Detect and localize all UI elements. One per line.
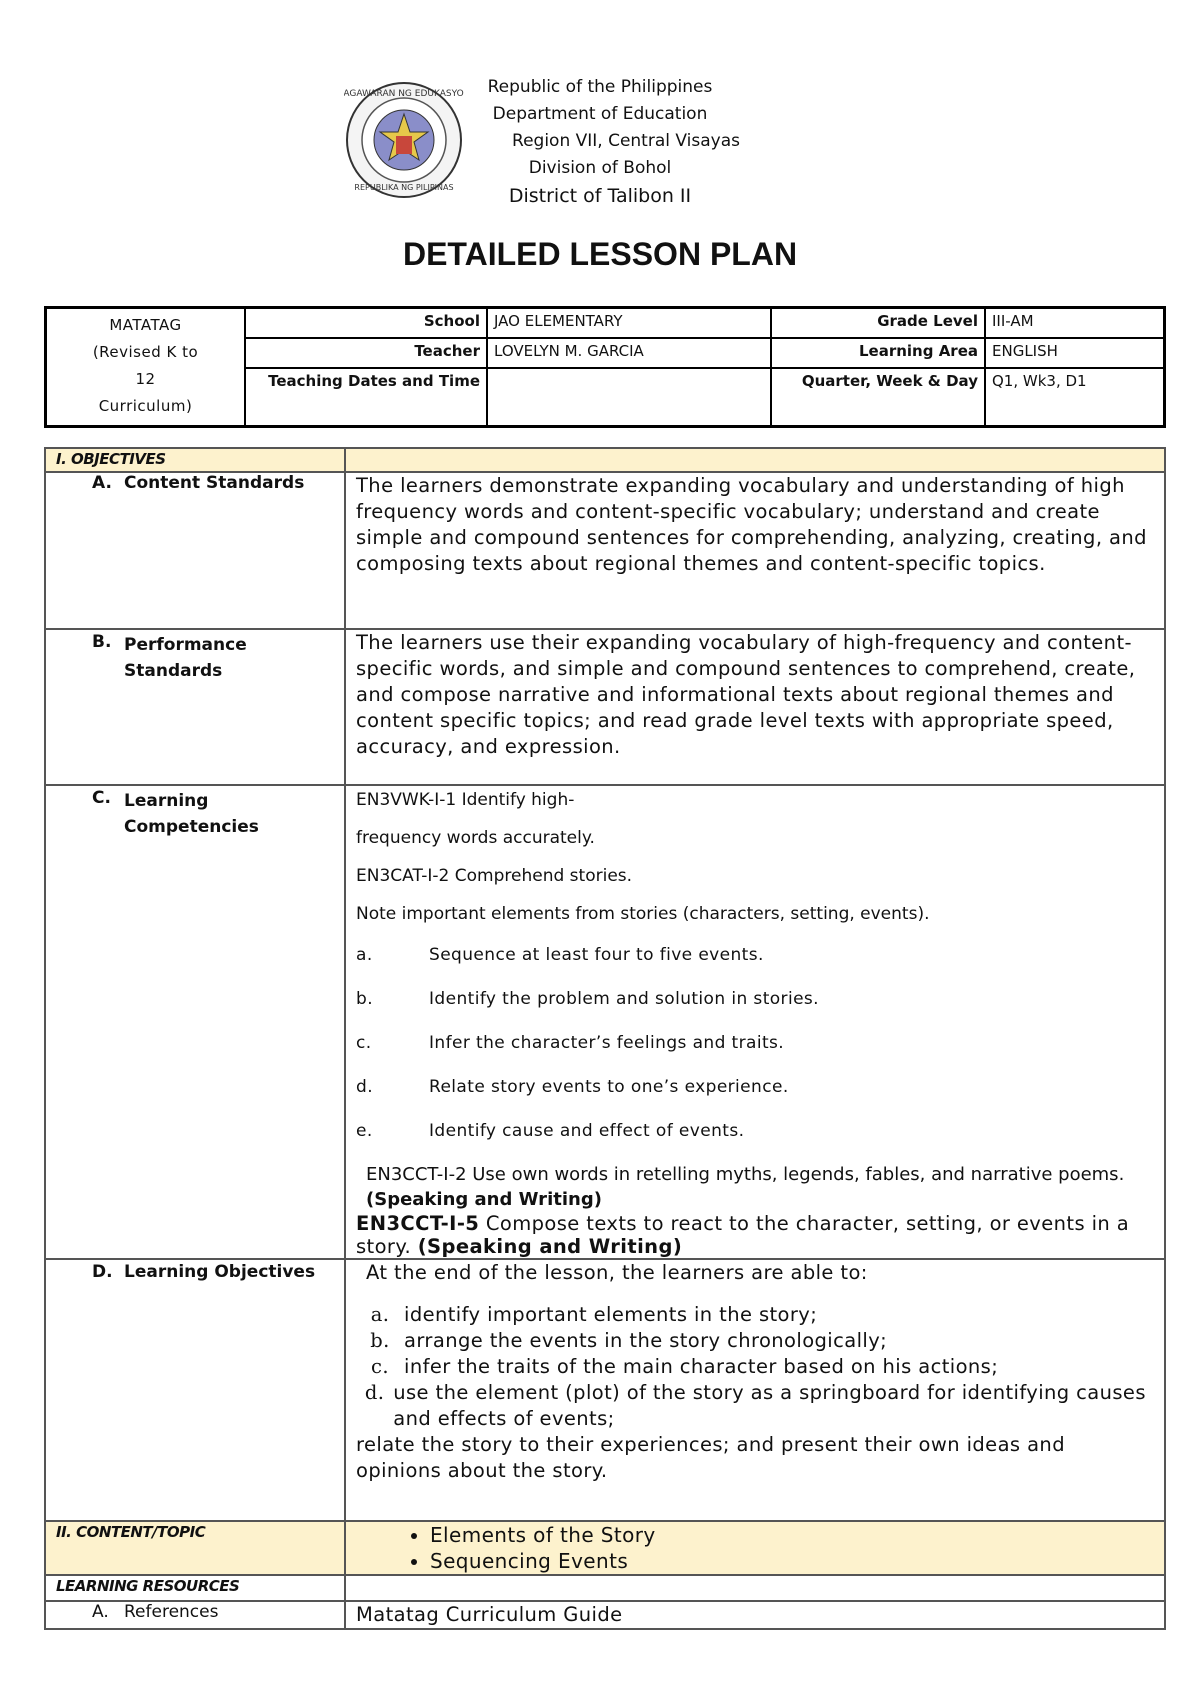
- svg-text:REPUBLIKA NG PILIPINAS: REPUBLIKA NG PILIPINAS: [354, 183, 454, 192]
- learning-objectives-label: Learning Objectives: [124, 1262, 316, 1282]
- curriculum-line: (Revised K to: [92, 343, 199, 361]
- teaching-dates-value: [487, 368, 771, 427]
- competency-cct5: [356, 1212, 1154, 1258]
- item-text: Infer the character’s feelings and traits.: [429, 1033, 785, 1053]
- grade-level-value: III-AM: [985, 308, 1165, 339]
- competency-line: EN3CAT-I-2 Comprehend stories.: [356, 866, 633, 886]
- header-division: Division of Bohol: [528, 158, 672, 178]
- row-letter: B.: [92, 632, 112, 652]
- content-topic-section-title: II. CONTENT/TOPIC: [56, 1523, 206, 1541]
- objectives-intro: At the end of the lesson, the learners are able to:: [366, 1261, 868, 1284]
- header-region: Region VII, Central Visayas: [512, 131, 740, 151]
- item-text: Sequence at least four to five events.: [429, 945, 764, 965]
- performance-standards-row: [45, 629, 1165, 785]
- content-topic-row: [45, 1521, 1165, 1575]
- learning-resources-row: [45, 1575, 1165, 1601]
- topic-item: • Sequencing Events: [430, 1548, 1154, 1574]
- learning-objectives-cell: [345, 1259, 1165, 1521]
- curriculum-cell: [46, 308, 246, 427]
- item-letter: c.: [371, 1355, 389, 1378]
- teacher-label: Teacher: [245, 338, 487, 368]
- competency-item: [356, 942, 1154, 968]
- item-text: identify important elements in the story;: [404, 1303, 818, 1326]
- objective-item: [356, 1328, 1154, 1354]
- objectives-outro: relate the story to their experiences; and present their own ideas and opinions about the story.: [356, 1433, 1065, 1482]
- item-text: arrange the events in the story chronologically;: [404, 1329, 888, 1352]
- content-standards-label: Content Standards: [124, 473, 305, 493]
- item-letter: d.: [364, 1381, 385, 1404]
- item-text: Identify the problem and solution in stories.: [429, 989, 819, 1009]
- references-row: [45, 1601, 1165, 1629]
- item-text: use the element (plot) of the story as a springboard for identifying causes and effects of events;: [393, 1381, 1146, 1430]
- competency-cct2: [356, 1162, 1154, 1212]
- competency-line: frequency words accurately.: [356, 828, 595, 848]
- teacher-value: LOVELYN M. GARCIA: [487, 338, 771, 368]
- learning-objectives-row: [45, 1259, 1165, 1521]
- lesson-info-table: [44, 306, 1166, 428]
- competency-line: EN3VWK-I-1 Identify high-: [356, 790, 575, 810]
- cct5-tag: (Speaking and Writing): [417, 1235, 683, 1258]
- objectives-section-row: [45, 448, 1165, 472]
- objective-item: [356, 1354, 1154, 1380]
- references-text: Matatag Curriculum Guide: [345, 1601, 1165, 1629]
- topic-item: • Elements of the Story: [430, 1522, 1154, 1548]
- objectives-section-title: I. OBJECTIVES: [56, 450, 166, 468]
- curriculum-line: 12: [135, 370, 156, 388]
- learning-resources-section-title: LEARNING RESOURCES: [56, 1577, 240, 1595]
- performance-standards-label: Performance Standards: [124, 635, 247, 681]
- curriculum-line: MATATAG: [109, 316, 182, 334]
- competency-item: [356, 1074, 1154, 1100]
- performance-standards-text: The learners use their expanding vocabulary of high-frequency and content-specific words, and simple and compound sentences to comprehend, create, and compose narrative and informational texts about regional themes and content specific topics; and read grade level texts with appropriate speed, accuracy, and expression.: [345, 629, 1165, 785]
- item-letter: a.: [356, 945, 373, 965]
- objective-item: [356, 1380, 1154, 1432]
- learning-area-label: Learning Area: [771, 338, 985, 368]
- competency-item: [356, 986, 1154, 1012]
- row-letter: C.: [92, 788, 111, 808]
- competency-line: Note important elements from stories (characters, setting, events).: [356, 904, 930, 924]
- school-value: JAO ELEMENTARY: [487, 308, 771, 339]
- item-letter: c.: [356, 1033, 372, 1053]
- references-label: References: [124, 1602, 219, 1622]
- row-letter: D.: [92, 1262, 113, 1282]
- cct2-text: EN3CCT-I-2 Use own words in retelling myths, legends, fables, and narrative poems.: [366, 1164, 1125, 1185]
- cct2-tag: (Speaking and Writing): [366, 1189, 602, 1210]
- header-republic: Republic of the Philippines: [487, 77, 713, 97]
- cct5-text: Compose texts to react to the character, setting, or events in a story.: [356, 1212, 1130, 1258]
- item-text: infer the traits of the main character based on his actions;: [404, 1355, 999, 1378]
- teaching-dates-label: Teaching Dates and Time: [245, 368, 487, 427]
- svg-text:KAGAWARAN NG EDUKASYON: KAGAWARAN NG EDUKASYON: [344, 89, 464, 99]
- header-district: District of Talibon II: [508, 185, 692, 207]
- item-letter: b.: [356, 989, 373, 1009]
- cct5-code: EN3CCT-I-5: [356, 1212, 480, 1235]
- topic-list: [356, 1522, 1154, 1574]
- competency-item: [356, 1030, 1154, 1056]
- learning-competencies-label: Learning Competencies: [124, 791, 259, 837]
- lesson-plan-table: [44, 447, 1166, 1630]
- item-letter: b.: [370, 1329, 390, 1352]
- quarter-week-day-label: Quarter, Week & Day: [771, 368, 985, 427]
- content-standards-text: The learners demonstrate expanding vocabulary and understanding of high frequency words and content-specific vocabulary; understand and create simple and compound sentences for comprehending, analyzing, creating, and composing texts about regional themes and content-specific topics.: [345, 472, 1165, 629]
- objective-item: [356, 1302, 1154, 1328]
- learning-competencies-row: [45, 785, 1165, 1259]
- item-letter: d.: [356, 1077, 373, 1097]
- school-label: School: [245, 308, 487, 339]
- item-text: Identify cause and effect of events.: [429, 1121, 745, 1141]
- document-title: DETAILED LESSON PLAN: [402, 236, 798, 272]
- content-standards-row: [45, 472, 1165, 629]
- header-department: Department of Education: [492, 104, 708, 124]
- row-letter: A.: [92, 1602, 109, 1622]
- item-letter: e.: [356, 1121, 373, 1141]
- competency-item: [356, 1118, 1154, 1144]
- learning-competencies-cell: [345, 785, 1165, 1259]
- grade-level-label: Grade Level: [771, 308, 985, 339]
- curriculum-line: Curriculum): [98, 397, 193, 415]
- item-letter: a.: [370, 1303, 390, 1326]
- learning-area-value: ENGLISH: [985, 338, 1165, 368]
- quarter-week-day-value: Q1, Wk3, D1: [985, 368, 1165, 427]
- row-letter: A.: [92, 473, 112, 493]
- item-text: Relate story events to one’s experience.: [429, 1077, 789, 1097]
